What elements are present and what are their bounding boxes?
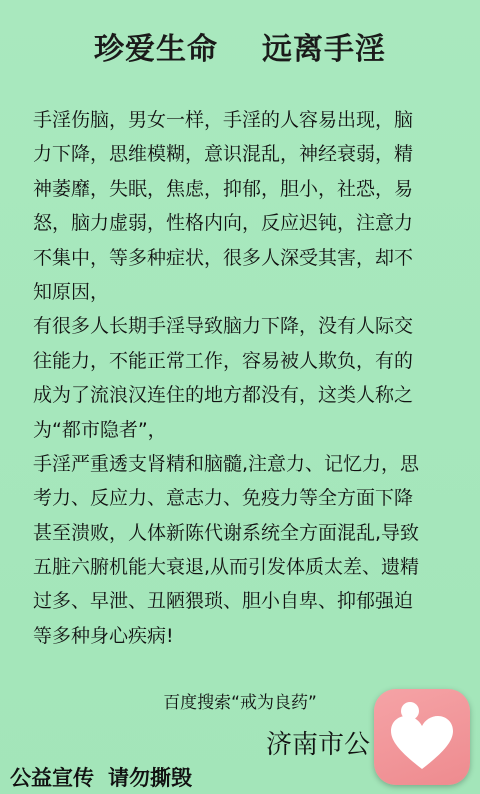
body-line: 手淫严重透支肾精和脑髓,注意力、记忆力，思 (33, 452, 420, 475)
page-title (0, 24, 480, 68)
body-line: 神萎靡，失眠，焦虑，抑郁，胆小，社恐，易 (33, 177, 414, 200)
footer-slogan (10, 762, 192, 792)
app-shortcut-button[interactable] (374, 689, 470, 785)
body-line: 甚至溃败，人体新陈代谢系统全方面混乱,导致 (33, 521, 420, 544)
city-signature: 济南市公 (266, 730, 371, 760)
footer-left: 公益宣传 (10, 766, 94, 790)
body-line: 五脏六腑机能大衰退,从而引发体质太差、遗精 (33, 556, 420, 579)
body-line: 不集中，等多种症状，很多人深受其害，却不 (33, 246, 414, 269)
title-left: 珍爱生命 (94, 32, 218, 67)
body-line: 手淫伤脑，男女一样，手淫的人容易出现，脑 (33, 109, 414, 131)
body-line: 成为了流浪汉连住的地方都没有，这类人称之 (33, 384, 414, 407)
body-line: 怒，脑力虚弱，性格内向，反应迟钝，注意力 (33, 212, 414, 235)
heart-person-icon (374, 689, 470, 785)
body-line: 考力、反应力、意志力、免疫力等全方面下降 (33, 487, 414, 510)
body-line: 过多、早泄、丑陋猥琐、胆小自卑、抑郁强迫 (33, 590, 414, 613)
body-line: 往能力，不能正常工作，容易被人欺负，有的 (33, 349, 414, 372)
footer-right: 请勿撕毁 (108, 766, 192, 790)
search-hint: 百度搜索“戒为良药” (163, 693, 317, 713)
body-line: 知原因， (33, 280, 110, 303)
body-line: 力下降，思维模糊，意识混乱，神经衰弱，精 (33, 143, 414, 166)
body-line: 等多种身心疾病! (33, 624, 174, 647)
body-line: 有很多人长期手淫导致脑力下降，没有人际交 (33, 315, 414, 338)
body-line: 为“都市隐者”， (33, 418, 167, 441)
body-paragraphs (33, 103, 451, 653)
title-right: 远离手淫 (262, 32, 386, 67)
